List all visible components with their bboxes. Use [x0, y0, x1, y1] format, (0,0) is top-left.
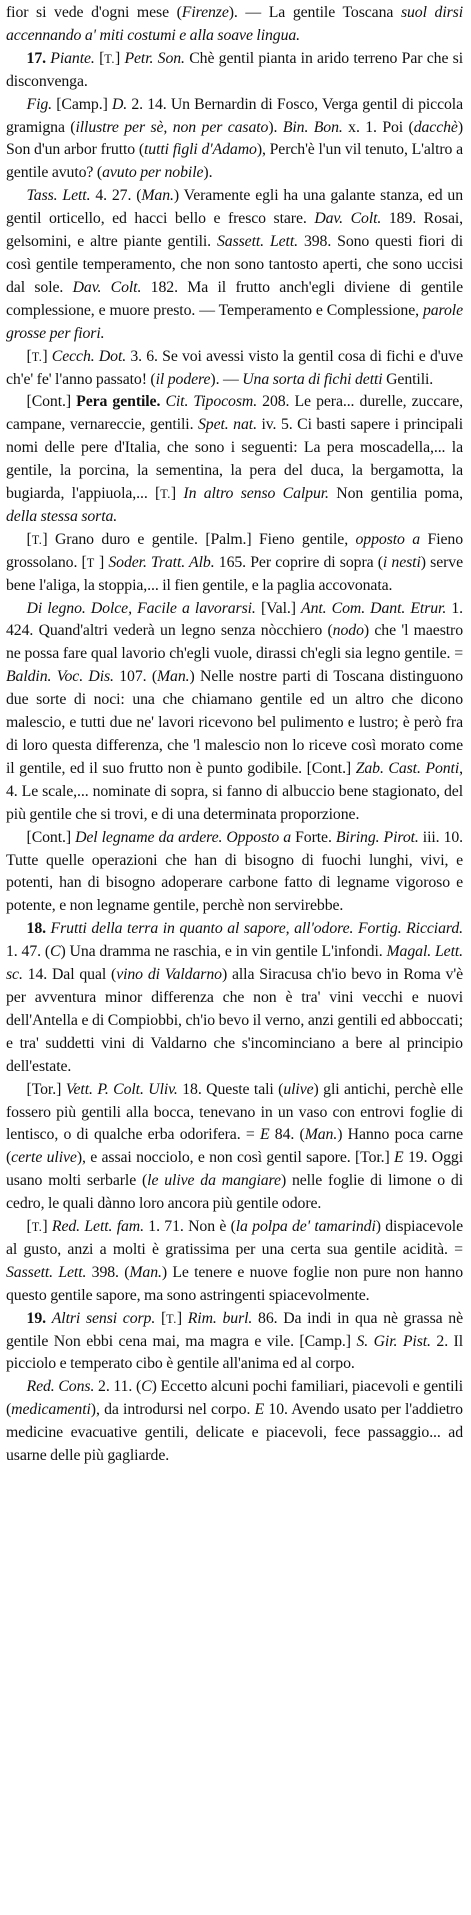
text-run: 86. Da indi in qua nè grassa nè gentile Non ebbi cena mai, ma magra e vile. [Camp.] [6, 1309, 463, 1350]
italic-run: D. [111, 95, 128, 113]
text-run: ), e assai nocciolo, e non così gentil sapore. [Tor.] [76, 1149, 395, 1167]
text-run: ) alla Siracusa ch'io bevo in Roma v'è per avventura minor differenza che non è tra' vini vecchi e nuovi dell'Antella e di Compiobbi, ch'io bevo il verno, anzi gentili ed abboccati; e tra' suddetti vini di Valdarno che s'incominciano a bere al principio dell'estate. [6, 966, 463, 1075]
italic-run: Fig. [26, 95, 53, 113]
italic-run: le ulive da mangiare [147, 1172, 281, 1190]
italic-run: Rim. burl. [187, 1309, 253, 1327]
text-run: ] [42, 347, 52, 365]
entry-18-frutti-della-terra [6, 918, 463, 1078]
italic-run: i nesti [382, 553, 421, 571]
text-run: [ [26, 1218, 32, 1236]
text-run: ) Son d'un arbor frutto ( [6, 118, 464, 159]
small-caps-run: T. [31, 1220, 43, 1235]
italic-run: In altro senso Calpur. [183, 485, 329, 503]
text-run: 84. ( [269, 1126, 305, 1144]
text-run: 2. 11. ( [94, 1378, 142, 1396]
text-run: Gentili. [382, 370, 434, 388]
text-run: [Tor.] [26, 1080, 66, 1098]
text-run: ] [114, 49, 125, 67]
text-run: iv. 5. Ci basti sapere i principali nomi delle pere d'Italia, che sono i seguenti: La pera moscadella,... la gentile, la porcina, la sementina, la pera del duca, la bergamotta, la bugiarda, l'appiuola,... [ [6, 416, 463, 503]
text-run: ) Una dramma ne raschia, e in vin gentile L'infondi. [60, 943, 387, 961]
italic-run: S. Gir. Pist. [356, 1332, 431, 1350]
italic-run: Magal. Lett. sc. [6, 943, 464, 984]
paragraph-grano-fieno [6, 529, 463, 598]
paragraph-cecch-dot [6, 346, 463, 392]
paragraph-tamarindi [6, 1216, 463, 1308]
italic-run: E [394, 1149, 404, 1167]
italic-run: E [254, 1401, 265, 1419]
italic-run: E [259, 1126, 270, 1144]
small-caps-run: T. [31, 349, 43, 364]
text-run: Fieno grossolano. [ [6, 530, 463, 571]
italic-run: Di legno. Dolce, Facile a lavorarsi. [26, 599, 256, 617]
italic-run: Baldin. Voc. Dis. [6, 668, 114, 686]
italic-run: Soder. Tratt. Alb. [108, 553, 215, 571]
italic-run: Red. Cons. [26, 1378, 95, 1396]
text-run: 2. 14. Un Bernardin di Fosco, Verga gentil di piccola gramigna ( [6, 95, 463, 136]
text-run: 4. 27. ( [90, 187, 142, 205]
italic-run: opposto a [355, 530, 421, 548]
text-run: [ [94, 49, 105, 67]
paragraph-fig-verga-gentil [6, 94, 463, 186]
italic-run: Dav. Colt. [72, 278, 142, 296]
text-run: Non gentilia poma, [328, 485, 463, 503]
italic-run: Vett. P. Colt. Uliv. [65, 1080, 178, 1098]
text-run: iii. 10. Tutte quelle operazioni che han di bisogno di fuochi lunghi, vivi, e potenti, han di bisogno adoperare carbone fatto di legname vigoroso e potente, e non legname gentile, perchè non servirebbe. [6, 828, 464, 915]
italic-run: parole grosse per fiori. [6, 301, 463, 342]
text-run: 1. 47. ( [6, 943, 51, 961]
italic-run: suol dirsi accennando a' miti costumi e alla soave lingua. [6, 4, 463, 44]
italic-run: Altri sensi corp. [51, 1309, 156, 1327]
text-run: 19. Oggi usano molti serbarle ( [6, 1149, 463, 1190]
text-run: ] [170, 485, 184, 503]
italic-run: Man. [157, 668, 190, 686]
italic-run: C [50, 943, 61, 961]
text-run: ] Grano duro e gentile. [Palm.] Fieno gentile, [42, 530, 356, 548]
text-run: ) Eccetto alcuni pochi familiari, piacevoli e gentili ( [6, 1378, 463, 1419]
text-run: ) dispiacevole al gusto, anzi a molti è gratissima per una certa sua gentile acidità. = [6, 1218, 464, 1258]
italic-run: il podere [155, 370, 211, 388]
text-run: ) Veramente egli ha una galante stanza, ed un gentil orticello, ed hacci bello e fresco stare. [6, 187, 463, 228]
text-run: fior si vede d'ogni mese ( [6, 4, 182, 21]
text-run: x. 1. Poi ( [342, 118, 414, 136]
italic-run: Piante. [50, 49, 95, 67]
text-run: 1. 424. Quand'altri vederà un legno senza nòcchiero ( [6, 599, 463, 640]
italic-run: Frutti della terra in quanto al sapore, all'odore. [50, 920, 354, 938]
italic-run: C [141, 1378, 152, 1396]
italic-run: certe ulive [11, 1149, 77, 1167]
italic-run: Man. [304, 1126, 338, 1144]
small-caps-run: T. [166, 1311, 177, 1326]
paragraph-gentile-toscana [6, 2, 463, 48]
italic-run: Fortig. Ricciard. [357, 920, 463, 938]
text-run: ). — [210, 370, 243, 388]
text-run: [ [155, 1309, 167, 1327]
text-run: ). [203, 164, 213, 182]
paragraph-tass-lett [6, 185, 463, 345]
text-run: [ [26, 347, 32, 365]
italic-run: Red. Lett. fam. [51, 1218, 144, 1236]
text-run: 14. Dal qual ( [22, 966, 117, 984]
italic-run: Bin. Bon. [282, 118, 343, 136]
entry-19-altri-sensi-corp [6, 1308, 463, 1377]
text-run: 18. Queste tali ( [177, 1080, 284, 1098]
text-run: 398. ( [86, 1263, 130, 1281]
text-run: 182. Ma il frutto anch'egli diviene di gentile complessione, e muore presto. — Temperamento e Complessione, [6, 278, 463, 319]
bold-run: 18. [26, 920, 51, 938]
italic-run: medicamenti [11, 1401, 91, 1419]
italic-run: Man. [129, 1263, 162, 1281]
paragraph-red-cons [6, 1376, 463, 1468]
text-run: [Val.] [255, 599, 302, 617]
italic-run: tutti figli d'Adamo [144, 141, 257, 159]
text-run: , 4. Le scale,... nominate di sopra, si fanno di albuccio bene stagionato, del più gentile che si trovi, e di una determinata proporzione. [6, 759, 463, 823]
italic-run: avuto per nobile [102, 164, 204, 182]
text-run: 10. Avendo usato per l'addietro medicine evacuative gentili, delicate e piacevoli, fece passaggio... ad usarne delle più gagliarde. [6, 1401, 463, 1465]
text-run: 165. Per coprire di sopra ( [214, 553, 383, 571]
bold-run: 17. [26, 49, 51, 67]
text-run: 107. ( [113, 668, 157, 686]
small-caps-run: T. [31, 532, 43, 547]
italic-run: Una sorta di fichi detti [242, 370, 383, 388]
italic-run: Del legname da ardere. Opposto a [75, 828, 292, 846]
text-run: ) Hanno poca carne ( [6, 1126, 463, 1167]
text-run: 3. 6. Se voi avessi visto la gentil cosa di fichi e d'uve ch'e' fe' l'anno passato! ( [6, 347, 463, 388]
italic-run: Firenze [181, 4, 229, 21]
italic-run: Sassett. Lett. [216, 233, 298, 251]
text-run: 398. Sono questi fiori di così gentile temperamento, che non sono tantosto aperti, che sono uccisi dal sole. [6, 233, 463, 296]
paragraph-ulive [6, 1079, 463, 1216]
text-run: Forte. [291, 828, 336, 846]
text-run: [Camp.] [52, 95, 112, 113]
bold-run: Pera gentile. [76, 393, 161, 411]
small-caps-run: T. [160, 487, 171, 502]
entry-17-piante [6, 48, 463, 94]
italic-run: Cecch. Dot. [51, 347, 127, 365]
italic-run: Zab. Cast. Ponti [355, 759, 460, 777]
paragraph-di-legno [6, 598, 463, 827]
text-run: ). [268, 118, 283, 136]
text-run: ), Perch'è l'un vil tenuto, L'altro a gentile avuto? ( [6, 141, 463, 182]
italic-run: la polpa de' tamarindi [235, 1218, 376, 1236]
text-run: ) gli antichi, perchè elle fossero più gentili alla bocca, tenevano in un vaso con entrovi foglie di lentisco, o di qualche erba odorifera. = [6, 1080, 463, 1144]
text-run: ). — La gentile Toscana [228, 4, 401, 21]
italic-run: della stessa sorta. [6, 507, 118, 525]
italic-run: Ant. Com. Dant. Etrur. [301, 599, 447, 617]
text-run: Chè gentil pianta in arido terreno Par che si disconvenga. [6, 49, 463, 90]
text-run: 208. Le pera... durelle, zuccare, campane, vernareccie, gentili. [6, 393, 464, 434]
text-run: ) serve bene l'aliga, la stoppia,... il fien gentile, e la paglia accovonata. [6, 553, 463, 594]
text-run: ) che 'l maestro ne possa fare qual lavorio ch'egli vuole, dirassi ch'egli sia legno gentile. = [6, 622, 463, 663]
italic-run: Tass. Lett. [26, 187, 91, 205]
italic-run: nodo [332, 622, 364, 640]
italic-run: Petr. Son. [124, 49, 185, 67]
text-run: ) Nelle nostre parti di Toscana distinguono due sorte di noci: una che chiamano gentile ed un altro che dicono malescio, e tutti due ne' lavori ricevono bel pulimento e lustro; è però fra di loro questa differenza, che 'l malescio non lo riceve così morato come il gentile, ed il suo frutto non è punto godibile. [Cont.] [6, 668, 463, 777]
italic-run: ulive [283, 1080, 314, 1098]
text-run: [Cont.] [26, 393, 77, 411]
bold-run: 19. [26, 1309, 52, 1327]
small-caps-run: T. [104, 51, 115, 66]
italic-run: vino di Valdarno [116, 966, 222, 984]
text-run: ), da introdursi nel corpo. [90, 1401, 255, 1419]
text-run: ] [42, 1218, 52, 1236]
italic-run: Dav. Colt. [314, 210, 382, 228]
italic-run: Sassett. Lett. [6, 1263, 87, 1281]
italic-run: Cit. Tipocosm. [165, 393, 258, 411]
text-run: ) nelle foglie di limone o di cedro, le quali dànno loro ancora più gentile odore. [6, 1172, 463, 1213]
text-run: ) Le tenere e nuove foglie non pure non hanno questo gentile sapore, ma sono astringenti spiacevolmente. [6, 1263, 464, 1304]
italic-run: illustre per sè, non per casato [75, 118, 269, 136]
italic-run: Biring. Pirot. [335, 828, 419, 846]
text-run: ] [94, 553, 109, 571]
text-run: 1. 71. Non è ( [143, 1218, 236, 1236]
text-run: [ [26, 530, 32, 548]
italic-run: Man. [141, 187, 174, 205]
paragraph-legname-da-ardere [6, 827, 463, 919]
paragraph-pera-gentile [6, 391, 463, 528]
text-run: 189. Rosai, gelsomini, e altre piante gentili. [6, 210, 464, 251]
text-run: ] [176, 1309, 188, 1327]
italic-run: dacchè [413, 118, 458, 136]
text-run: [Cont.] [26, 828, 76, 846]
small-caps-run: T [86, 555, 95, 570]
text-run: 2. Il picciolo e temperato cibo è gentile all'anima ed al corpo. [6, 1332, 464, 1373]
italic-run: Spet. nat. [197, 416, 257, 434]
